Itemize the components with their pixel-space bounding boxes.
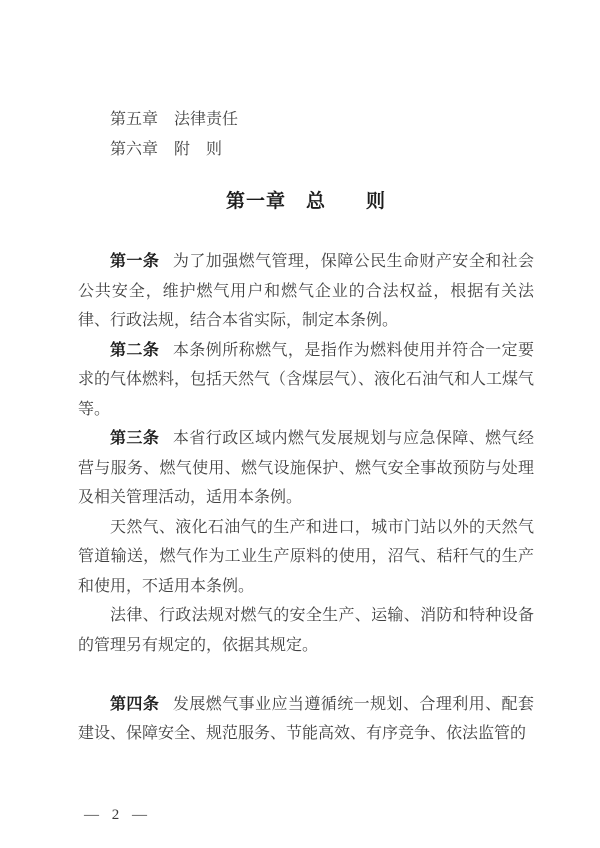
- article-number: 第一条: [110, 253, 160, 270]
- paragraph-article-3-clause-3: [78, 601, 534, 660]
- paragraph-article-3: [78, 424, 534, 513]
- paragraph-article-4: [78, 690, 534, 749]
- paragraph-text: 天然气、液化石油气的生产和进口，城市门站以外的天然气管道输送，燃气作为工业生产原料的使用，沼气、秸秆气的生产和使用，不适用本条例。: [78, 518, 534, 595]
- paragraph-article-3-clause-2: [78, 513, 534, 602]
- paragraph-text: 发展燃气事业应当遵循统一规划、合理利用、配套建设、保障安全、规范服务、节能高效、有序竞争、依法监管的: [78, 695, 534, 742]
- paragraph-text: 本条例所称燃气，是指作为燃料使用并符合一定要求的气体燃料，包括天然气（含煤层气）、液化石油气和人工煤气等。: [78, 341, 535, 418]
- article-number: 第二条: [110, 341, 160, 359]
- article-number: 第四条: [110, 695, 160, 713]
- paragraph-text: 法律、行政法规对燃气的安全生产、运输、消防和特种设备的管理另有规定的，依据其规定。: [78, 607, 534, 654]
- paragraph-text: 为了加强燃气管理，保障公民生命财产安全和社会公共安全，维护燃气用户和燃气企业的合法权益，根据有关法律、行政法规，结合本省实际，制定本条例。: [78, 253, 534, 329]
- paragraph-article-2: [78, 336, 534, 425]
- text-content: [78, 105, 534, 749]
- chapter-heading: 第一章 总 则: [225, 191, 386, 212]
- paragraph-article-1: [78, 247, 534, 336]
- paragraph-text: 本省行政区域内燃气发展规划与应急保障、燃气经营与服务、燃气使用、燃气设施保护、燃气安全事故预防与处理及相关管理活动，适用本条例。: [78, 430, 534, 506]
- toc-tail: [78, 105, 534, 165]
- article-body: [78, 247, 534, 749]
- article-number: 第三条: [110, 430, 160, 447]
- page-number: — 2 —: [84, 807, 147, 823]
- toc-item-chapter6: 第六章 附 则: [110, 141, 223, 158]
- toc-item-chapter5: 第五章 法律责任: [110, 111, 239, 128]
